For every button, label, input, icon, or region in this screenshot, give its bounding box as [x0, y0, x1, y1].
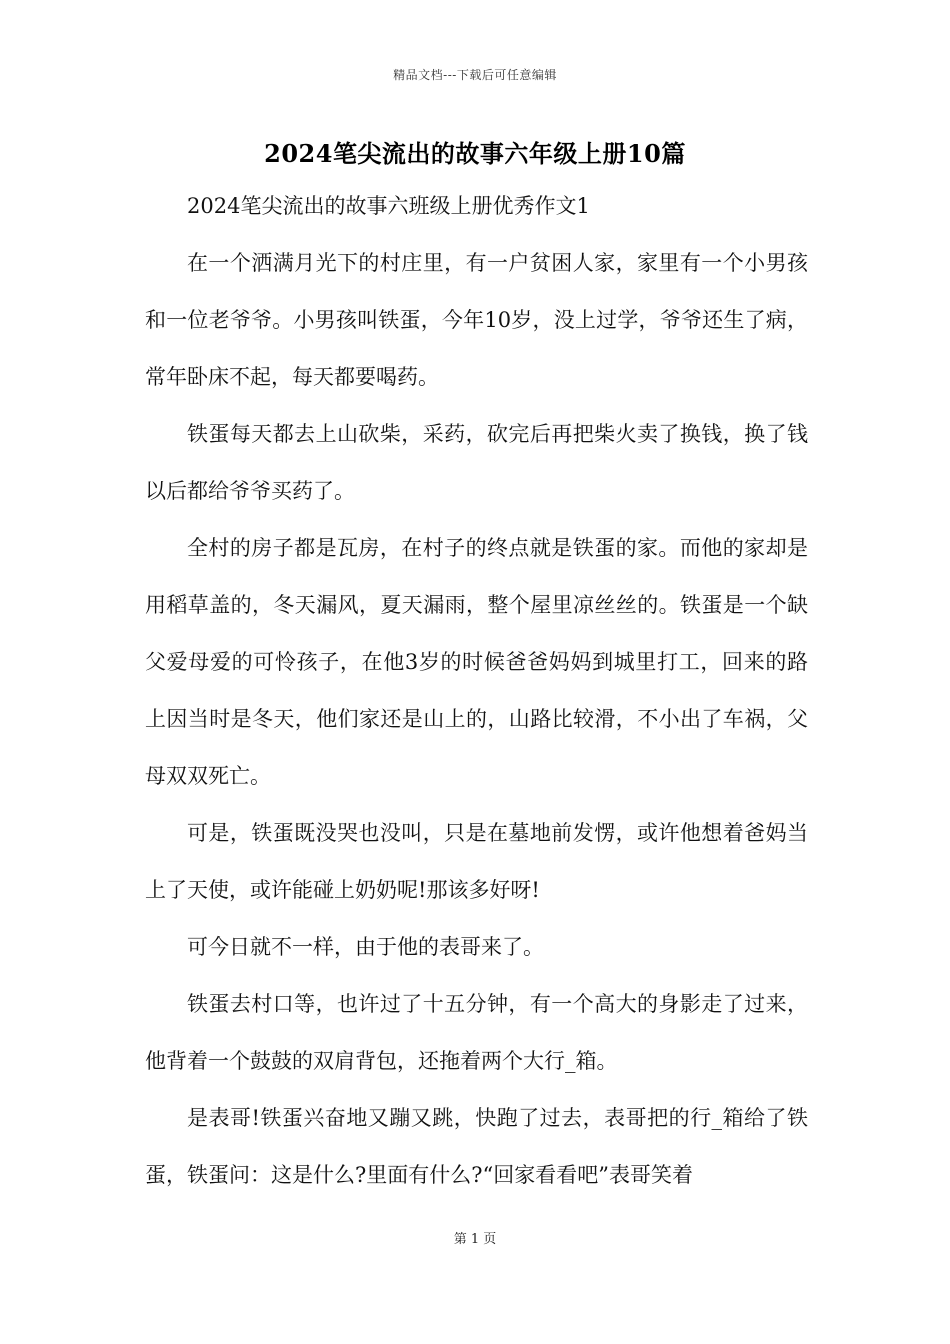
document-title: 2024笔尖流出的故事六年级上册10篇: [264, 139, 686, 168]
body-paragraph: 在一个洒满月光下的村庄里，有一户贫困人家，家里有一个小男孩和一位老爷爷。小男孩叫铁蛋，今年10岁，没上过学，爷爷还生了病，常年卧床不起，每天都要喝药。: [145, 251, 808, 389]
body-paragraph: 铁蛋去村口等，也许过了十五分钟，有一个高大的身影走了过来，他背着一个鼓鼓的双肩背包，还拖着两个大行_箱。: [145, 992, 808, 1073]
page-header: 精品文档---下载后可任意编辑: [393, 68, 557, 82]
body-paragraph: 可今日就不一样，由于他的表哥来了。: [187, 935, 544, 959]
body-paragraph: 是表哥!铁蛋兴奋地又蹦又跳，快跑了过去，表哥把的行_箱给了铁蛋，铁蛋问：这是什么?里面有什么?“回家看看吧”表哥笑着: [145, 1106, 808, 1187]
body-paragraph: 铁蛋每天都去上山砍柴，采药，砍完后再把柴火卖了换钱，换了钱以后都给爷爷买药了。: [145, 422, 808, 503]
body-paragraph: 全村的房子都是瓦房，在村子的终点就是铁蛋的家。而他的家却是用稻草盖的，冬天漏风，夏天漏雨，整个屋里凉丝丝的。铁蛋是一个缺父爱母爱的可怜孩子，在他3岁的时候爸爸妈妈到城里打工，回来的路上因当时是冬天，他们家还是山上的，山路比较滑，不小出了车祸，父母双双死亡。: [145, 536, 808, 788]
body-paragraph: 可是，铁蛋既没哭也没叫，只是在墓地前发愣，或许他想着爸妈当上了天使，或许能碰上奶奶呢!那该多好呀!: [145, 821, 808, 902]
document-body: [145, 178, 808, 1204]
subtitle-paragraph: 2024笔尖流出的故事六班级上册优秀作文1: [187, 194, 590, 218]
page-number: 第 1 页: [453, 1232, 497, 1247]
